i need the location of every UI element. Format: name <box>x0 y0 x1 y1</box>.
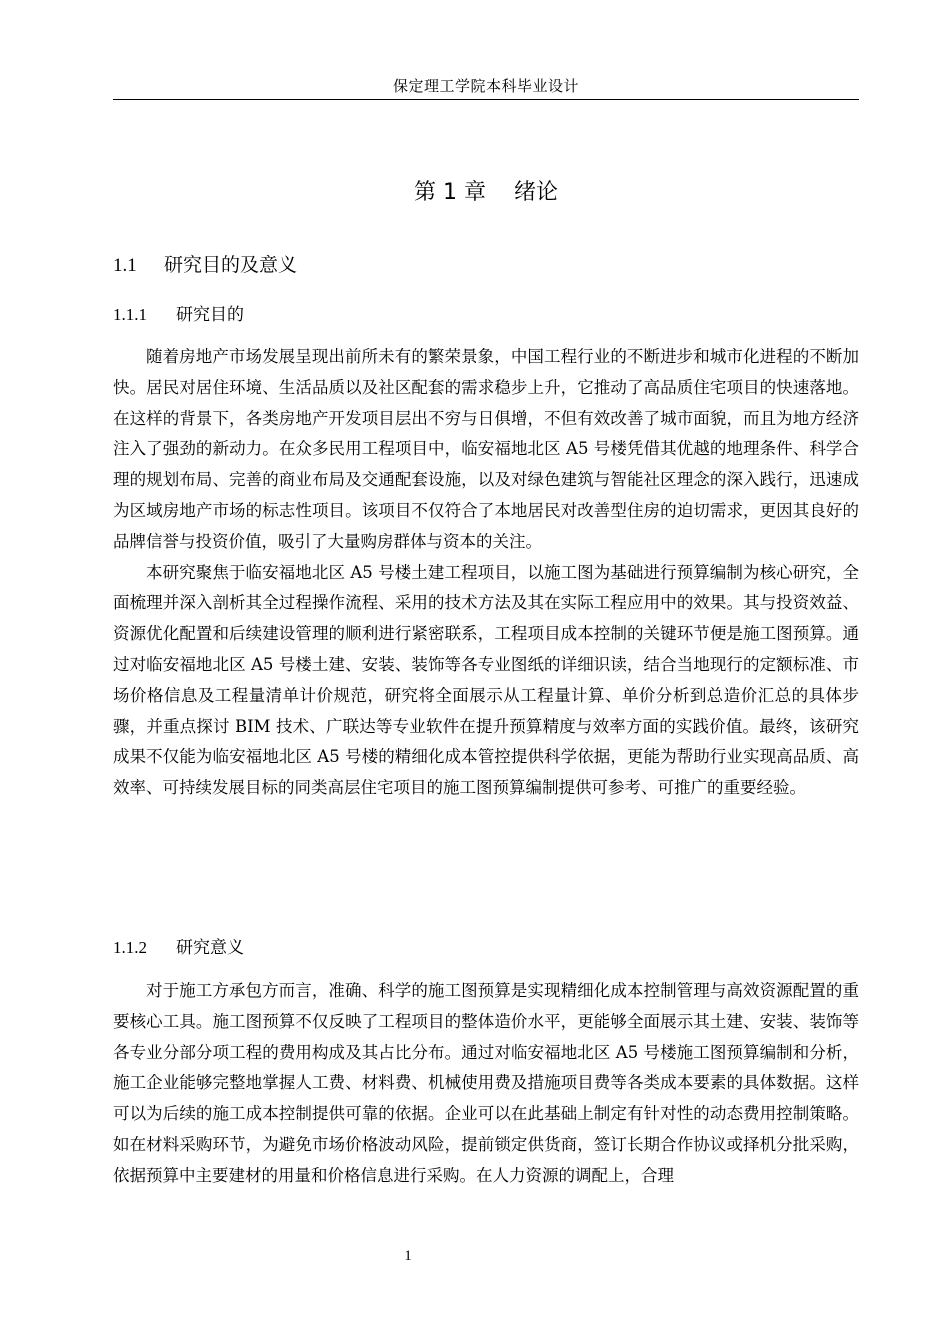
section-number: 1.1 <box>113 255 137 276</box>
body-text-research-significance <box>113 976 859 1192</box>
subsection-heading-1-1-1 <box>113 303 244 327</box>
section-heading-1-1 <box>113 252 297 279</box>
paragraph: 随着房地产市场发展呈现出前所未有的繁荣景象，中国工程行业的不断进步和城市化进程的不断加快。居民对居住环境、生活品质以及社区配套的需求稳步上升，它推动了高品质住宅项目的快速落地。在这样的背景下，各类房地产开发项目层出不穷与日俱增，不但有效改善了城市面貌，而且为地方经济注入了强劲的新动力。在众多民用工程项目中，临安福地北区 A5 号楼凭借其优越的地理条件、科学合理的规划布局、完善的商业布局及交通配套设施，以及对绿色建筑与智能社区理念的深入践行，迅速成为区域房地产市场的标志性项目。该项目不仅符合了本地居民对改善型住房的迫切需求，更因其良好的品牌信誉与投资价值，吸引了大量购房群体与资本的关注。 <box>113 347 859 551</box>
page-header-title: 保定理工学院本科毕业设计 <box>392 77 579 95</box>
paragraph: 对于施工方承包方而言，准确、科学的施工图预算是实现精细化成本控制管理与高效资源配置的重要核心工具。施工图预算不仅反映了工程项目的整体造价水平，更能够全面展示其土建、安装、装饰等各专业分部分项工程的费用构成及其占比分布。通过对临安福地北区 A5 号楼施工图预算编制和分析，施工企业能够完整地掌握人工费、材料费、机械使用费及措施项目费等各类成本要素的具体数据。这样可以为后续的施工成本控制提供可靠的依据。企业可以在此基础上制定有针对性的动态费用控制策略。如在材料采购环节，为避免市场价格波动风险，提前锁定供货商，签订长期合作协议或择机分批采购，依据预算中主要建材的用量和价格信息进行采购。在人力资源的调配上，合理 <box>113 981 859 1185</box>
page-number: 1 <box>404 1248 412 1264</box>
section-title: 研究目的及意义 <box>164 254 298 276</box>
subsection-number: 1.1.1 <box>113 305 147 324</box>
subsection-number: 1.1.2 <box>113 938 147 957</box>
subsection-title: 研究目的 <box>176 305 244 325</box>
body-text-research-purpose <box>113 342 859 804</box>
subsection-title: 研究意义 <box>176 938 244 958</box>
paragraph: 本研究聚焦于临安福地北区 A5 号楼土建工程项目，以施工图为基础进行预算编制为核心研究，全面梳理并深入剖析其全过程操作流程、采用的技术方法及其在实际工程应用中的效果。其与投资效益、资源优化配置和后续建设管理的顺利进行紧密联系，工程项目成本控制的关键环节便是施工图预算。通过对临安福地北区 A5 号楼土建、安装、装饰等各专业图纸的详细识读，结合当地现行的定额标准、市场价格信息及工程量清单计价规范，研究将全面展示从工程量计算、单价分析到总造价汇总的具体步骤，并重点探讨 BIM 技术、广联达等专业软件在提升预算精度与效率方面的实践价值。最终，该研究成果不仅能为临安福地北区 A5 号楼的精细化成本管控提供科学依据，更能为帮助行业实现高品质、高效率、可持续发展目标的同类高层住宅项目的施工图预算编制提供可参考、可推广的重要经验。 <box>113 562 859 798</box>
header-divider <box>113 99 859 100</box>
chapter-title: 第 1 章 绪论 <box>414 180 558 205</box>
subsection-heading-1-1-2 <box>113 936 244 960</box>
